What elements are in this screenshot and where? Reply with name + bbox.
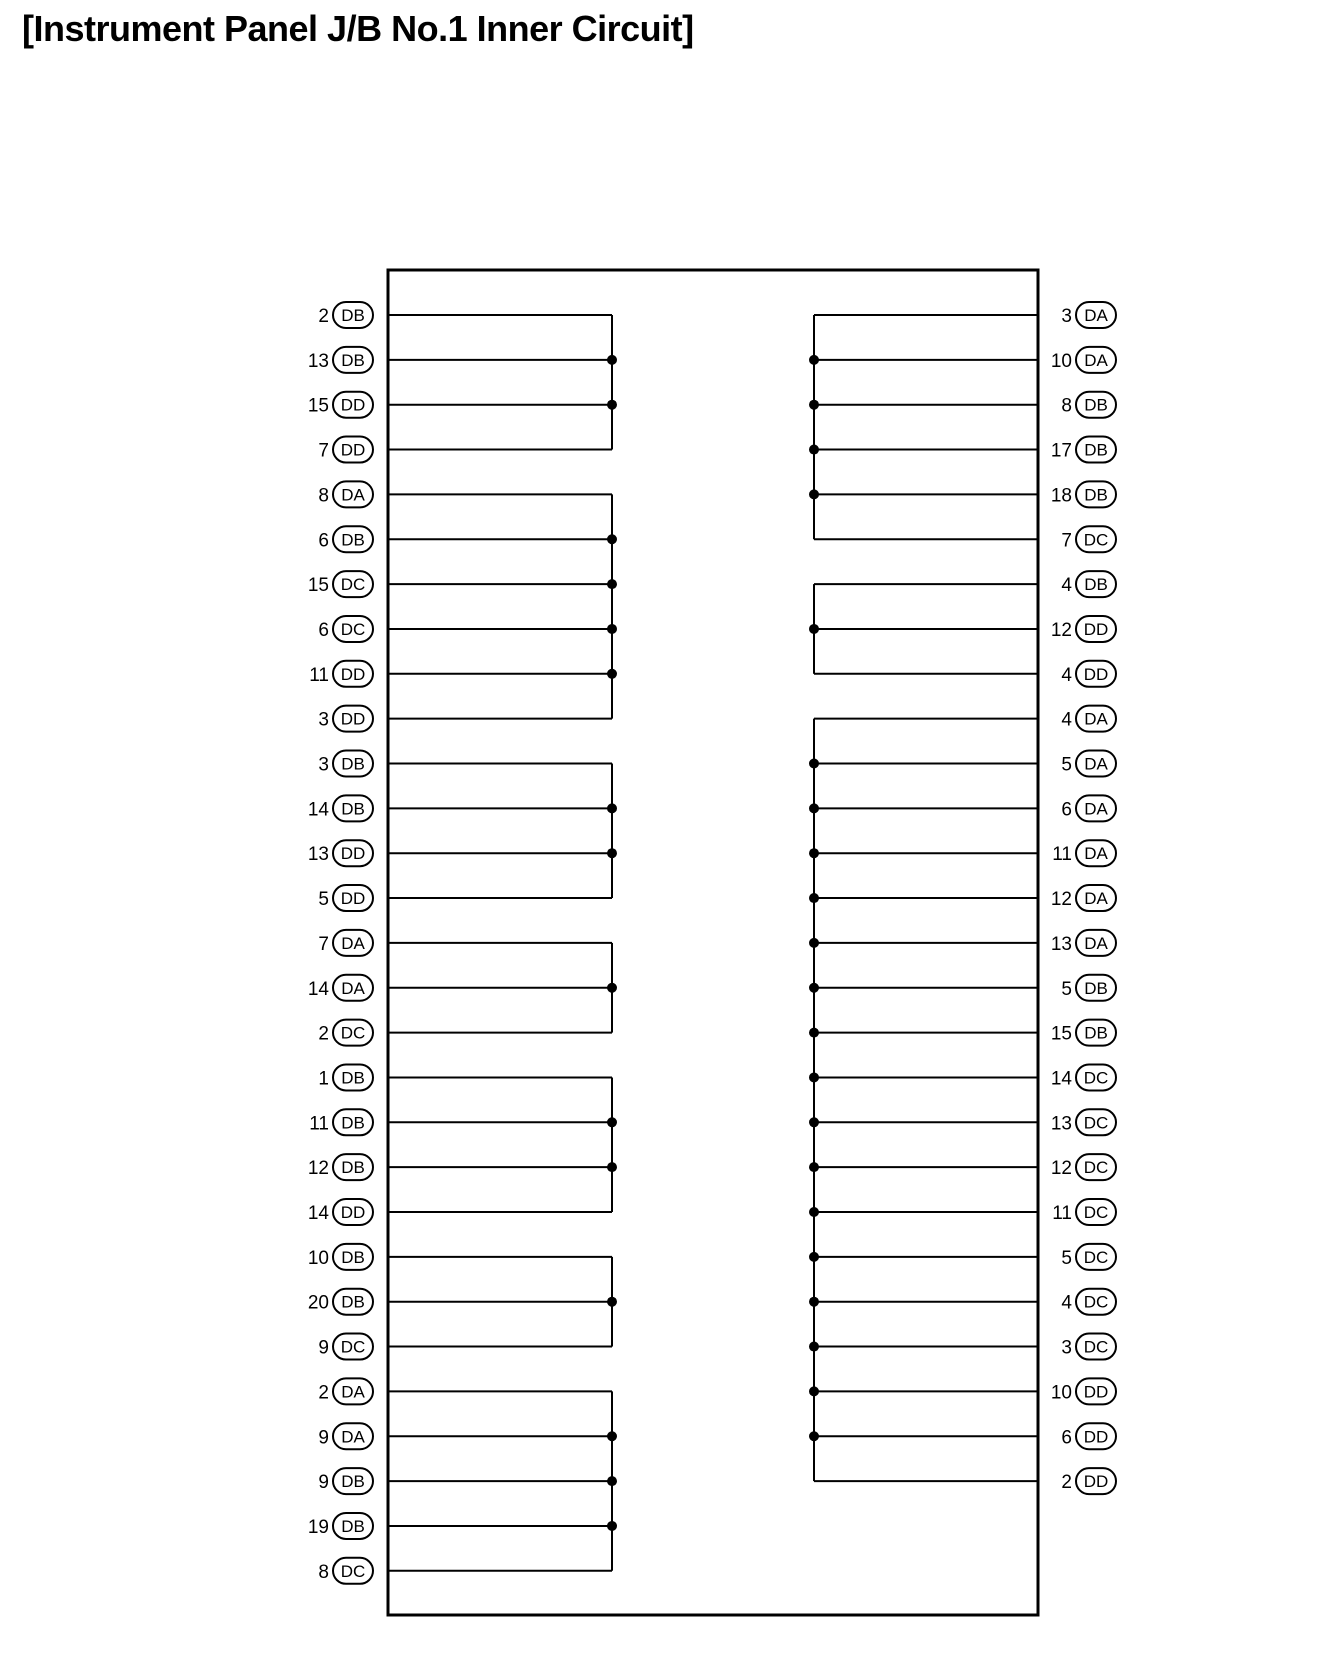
pin-number: 11: [1052, 1203, 1072, 1224]
pin-number: 2: [318, 306, 329, 327]
pin-label: [1061, 706, 1116, 732]
connector-code: DD: [1083, 664, 1109, 684]
pin-number: 13: [1050, 1113, 1072, 1135]
pin-number: 7: [318, 933, 329, 955]
pin-label: [308, 1244, 373, 1270]
pin-number: 1: [318, 1068, 329, 1090]
pin-label: [1051, 347, 1116, 373]
connector-code: DB: [341, 1113, 365, 1133]
pin-number: 12: [1050, 1158, 1072, 1180]
pin-number: 7: [318, 440, 329, 462]
wire-layer: [388, 315, 1038, 1571]
pin-number: 3: [1061, 306, 1072, 327]
connector-code: DD: [1083, 1427, 1109, 1447]
pin-label: [1051, 1020, 1116, 1046]
connector-code: DC: [340, 1023, 366, 1043]
pin-number: 8: [318, 485, 329, 507]
connector-code: DC: [340, 1561, 366, 1581]
pin-number: 5: [1061, 754, 1072, 776]
pin-number: 9: [318, 1427, 329, 1449]
connector-code: DD: [1083, 1382, 1109, 1402]
pin-label: [1061, 526, 1116, 552]
pin-number: 10: [1050, 1382, 1072, 1404]
pin-label: [1061, 1468, 1116, 1494]
pin-number: 5: [1061, 1247, 1072, 1269]
pin-number: 10: [1050, 350, 1072, 372]
pin-number: 13: [307, 350, 329, 372]
pin-label: [1061, 1423, 1116, 1449]
connector-code: DA: [1084, 350, 1108, 370]
pin-label: [1061, 392, 1116, 418]
pin-number: 14: [307, 978, 329, 1000]
connector-code: DA: [1084, 889, 1108, 909]
pin-label: [1061, 751, 1116, 777]
connector-code: DB: [341, 754, 365, 774]
connector-code: DD: [340, 709, 366, 729]
pin-number: 4: [1061, 575, 1072, 597]
connector-code: DD: [1083, 619, 1109, 639]
connector-code: DB: [1084, 575, 1108, 595]
connector-code: DB: [341, 1247, 365, 1267]
pin-label: [318, 1020, 373, 1046]
connector-code: DC: [1083, 1068, 1109, 1088]
pin-label: [1051, 1109, 1116, 1135]
pin-number: 11: [309, 664, 329, 686]
pin-number: 12: [1050, 889, 1072, 911]
pin-number: 15: [307, 395, 329, 417]
pin-number: 4: [1061, 709, 1072, 731]
connector-code: DB: [341, 1292, 365, 1312]
connector-code: DA: [1084, 933, 1108, 953]
connector-code: DC: [1083, 1337, 1109, 1357]
pin-label: [318, 302, 373, 328]
pin-number: 13: [1050, 933, 1072, 955]
pin-label: [309, 1109, 373, 1135]
connector-code: DA: [1084, 844, 1108, 864]
pin-label: [308, 347, 373, 373]
pin-number: 15: [307, 575, 329, 597]
pin-label: [1061, 975, 1116, 1001]
connector-code: DA: [341, 978, 365, 998]
pin-label: [308, 795, 373, 821]
connector-code: DD: [340, 1203, 366, 1222]
pin-label: [1061, 795, 1116, 821]
connector-code: DC: [340, 1337, 366, 1357]
pin-label: [308, 1199, 373, 1225]
pin-label: [1051, 437, 1116, 463]
connector-code: DD: [340, 889, 366, 909]
connector-code: DB: [341, 530, 365, 550]
pin-label: [1051, 1154, 1116, 1180]
pin-label: [1051, 481, 1116, 507]
connector-code: DB: [341, 1068, 365, 1088]
connector-code: DA: [341, 933, 365, 953]
pin-number: 2: [318, 1023, 329, 1045]
pin-label: [309, 661, 373, 687]
pin-label: [308, 975, 373, 1001]
pin-label: [1061, 1334, 1116, 1360]
pin-number: 13: [307, 844, 329, 866]
connector-code: DA: [1084, 799, 1108, 819]
pin-number: 11: [309, 1113, 329, 1135]
connector-code: DB: [341, 1472, 365, 1492]
pin-label: [318, 526, 373, 552]
connector-code: DB: [1084, 1023, 1108, 1043]
pin-label: [318, 706, 373, 732]
pin-number: 10: [307, 1247, 329, 1269]
pin-label: [308, 1513, 373, 1539]
pin-label: [1061, 1289, 1116, 1315]
pin-number: 7: [1061, 530, 1072, 552]
pin-number: 20: [307, 1292, 329, 1314]
connector-code: DB: [341, 306, 365, 325]
pin-label: [318, 1468, 373, 1494]
connector-code: DD: [340, 844, 366, 864]
connector-code: DA: [1084, 306, 1108, 325]
connector-code: DC: [340, 575, 366, 595]
pin-label: [318, 930, 373, 956]
page-title: [Instrument Panel J/B No.1 Inner Circuit]: [22, 8, 694, 49]
connector-code: DC: [1083, 1247, 1109, 1267]
connector-code: DB: [1084, 440, 1108, 460]
pin-number: 2: [1061, 1472, 1072, 1494]
pin-label: [318, 751, 373, 777]
connector-code: DA: [1084, 754, 1108, 774]
pin-label: [318, 1334, 373, 1360]
pin-label: [1051, 885, 1116, 911]
pin-label: [1052, 1199, 1116, 1225]
pin-number: 9: [318, 1337, 329, 1359]
pin-label: [318, 1423, 373, 1449]
pin-label: [1061, 1244, 1116, 1270]
pin-label: [1051, 616, 1116, 642]
pin-number: 5: [1061, 978, 1072, 1000]
connector-code: DB: [341, 799, 365, 819]
pin-number: 2: [318, 1382, 329, 1404]
pin-label: [318, 1064, 373, 1090]
pin-label: [1061, 661, 1116, 687]
connector-code: DC: [340, 619, 366, 639]
pin-number: 19: [307, 1516, 329, 1538]
connector-code: DB: [1084, 395, 1108, 415]
connector-code: DD: [340, 440, 366, 460]
connector-code: DC: [1083, 1158, 1109, 1178]
pin-number: 14: [307, 1203, 329, 1224]
connector-code: DD: [1083, 1472, 1109, 1492]
pin-number: 9: [318, 1472, 329, 1494]
connector-code: DC: [1083, 1203, 1109, 1222]
pin-label: [1051, 1064, 1116, 1090]
pin-number: 8: [1061, 395, 1072, 417]
pin-label: [1052, 840, 1116, 866]
pin-label: [318, 1378, 373, 1404]
pin-number: 17: [1050, 440, 1072, 462]
pin-label: [318, 616, 373, 642]
pin-label: [308, 571, 373, 597]
pin-number: 6: [1061, 1427, 1072, 1449]
pin-number: 11: [1052, 844, 1072, 866]
pin-number: 15: [1050, 1023, 1072, 1045]
pin-number: 12: [1050, 619, 1072, 641]
pin-number: 3: [318, 709, 329, 731]
pin-label: [308, 1289, 373, 1315]
pin-label: [318, 437, 373, 463]
connector-code: DB: [1084, 485, 1108, 505]
pin-number: 3: [1061, 1337, 1072, 1359]
connector-code: DC: [1083, 530, 1109, 550]
pin-label: [318, 481, 373, 507]
pin-label: [1061, 302, 1116, 328]
pin-number: 14: [1050, 1068, 1072, 1090]
pin-label: [318, 1558, 373, 1584]
pin-number: 8: [318, 1561, 329, 1583]
connector-code: DB: [1084, 978, 1108, 998]
connector-code: DC: [1083, 1292, 1109, 1312]
pin-label: [1051, 930, 1116, 956]
pin-label: [308, 1154, 373, 1180]
pin-number: 5: [318, 889, 329, 911]
connector-code: DD: [340, 395, 366, 415]
pin-label: [1051, 1378, 1116, 1404]
connector-code: DA: [1084, 709, 1108, 729]
connector-code: DC: [1083, 1113, 1109, 1133]
pin-label: [318, 885, 373, 911]
connector-code: DA: [341, 485, 365, 505]
connector-code: DD: [340, 664, 366, 684]
connector-code: DB: [341, 1516, 365, 1536]
pin-number: 6: [318, 530, 329, 552]
pin-label: [308, 392, 373, 418]
pin-label: [1061, 571, 1116, 597]
pin-label: [308, 840, 373, 866]
pin-number: 18: [1050, 485, 1072, 507]
pin-number: 6: [318, 619, 329, 641]
connector-code: DB: [341, 350, 365, 370]
pin-number: 6: [1061, 799, 1072, 821]
pin-number: 4: [1061, 664, 1072, 686]
pin-number: 14: [307, 799, 329, 821]
pin-number: 12: [307, 1158, 329, 1180]
pin-number: 4: [1061, 1292, 1072, 1314]
connector-code: DB: [341, 1158, 365, 1178]
connector-code: DA: [341, 1427, 365, 1447]
connector-code: DA: [341, 1382, 365, 1402]
pin-number: 3: [318, 754, 329, 776]
